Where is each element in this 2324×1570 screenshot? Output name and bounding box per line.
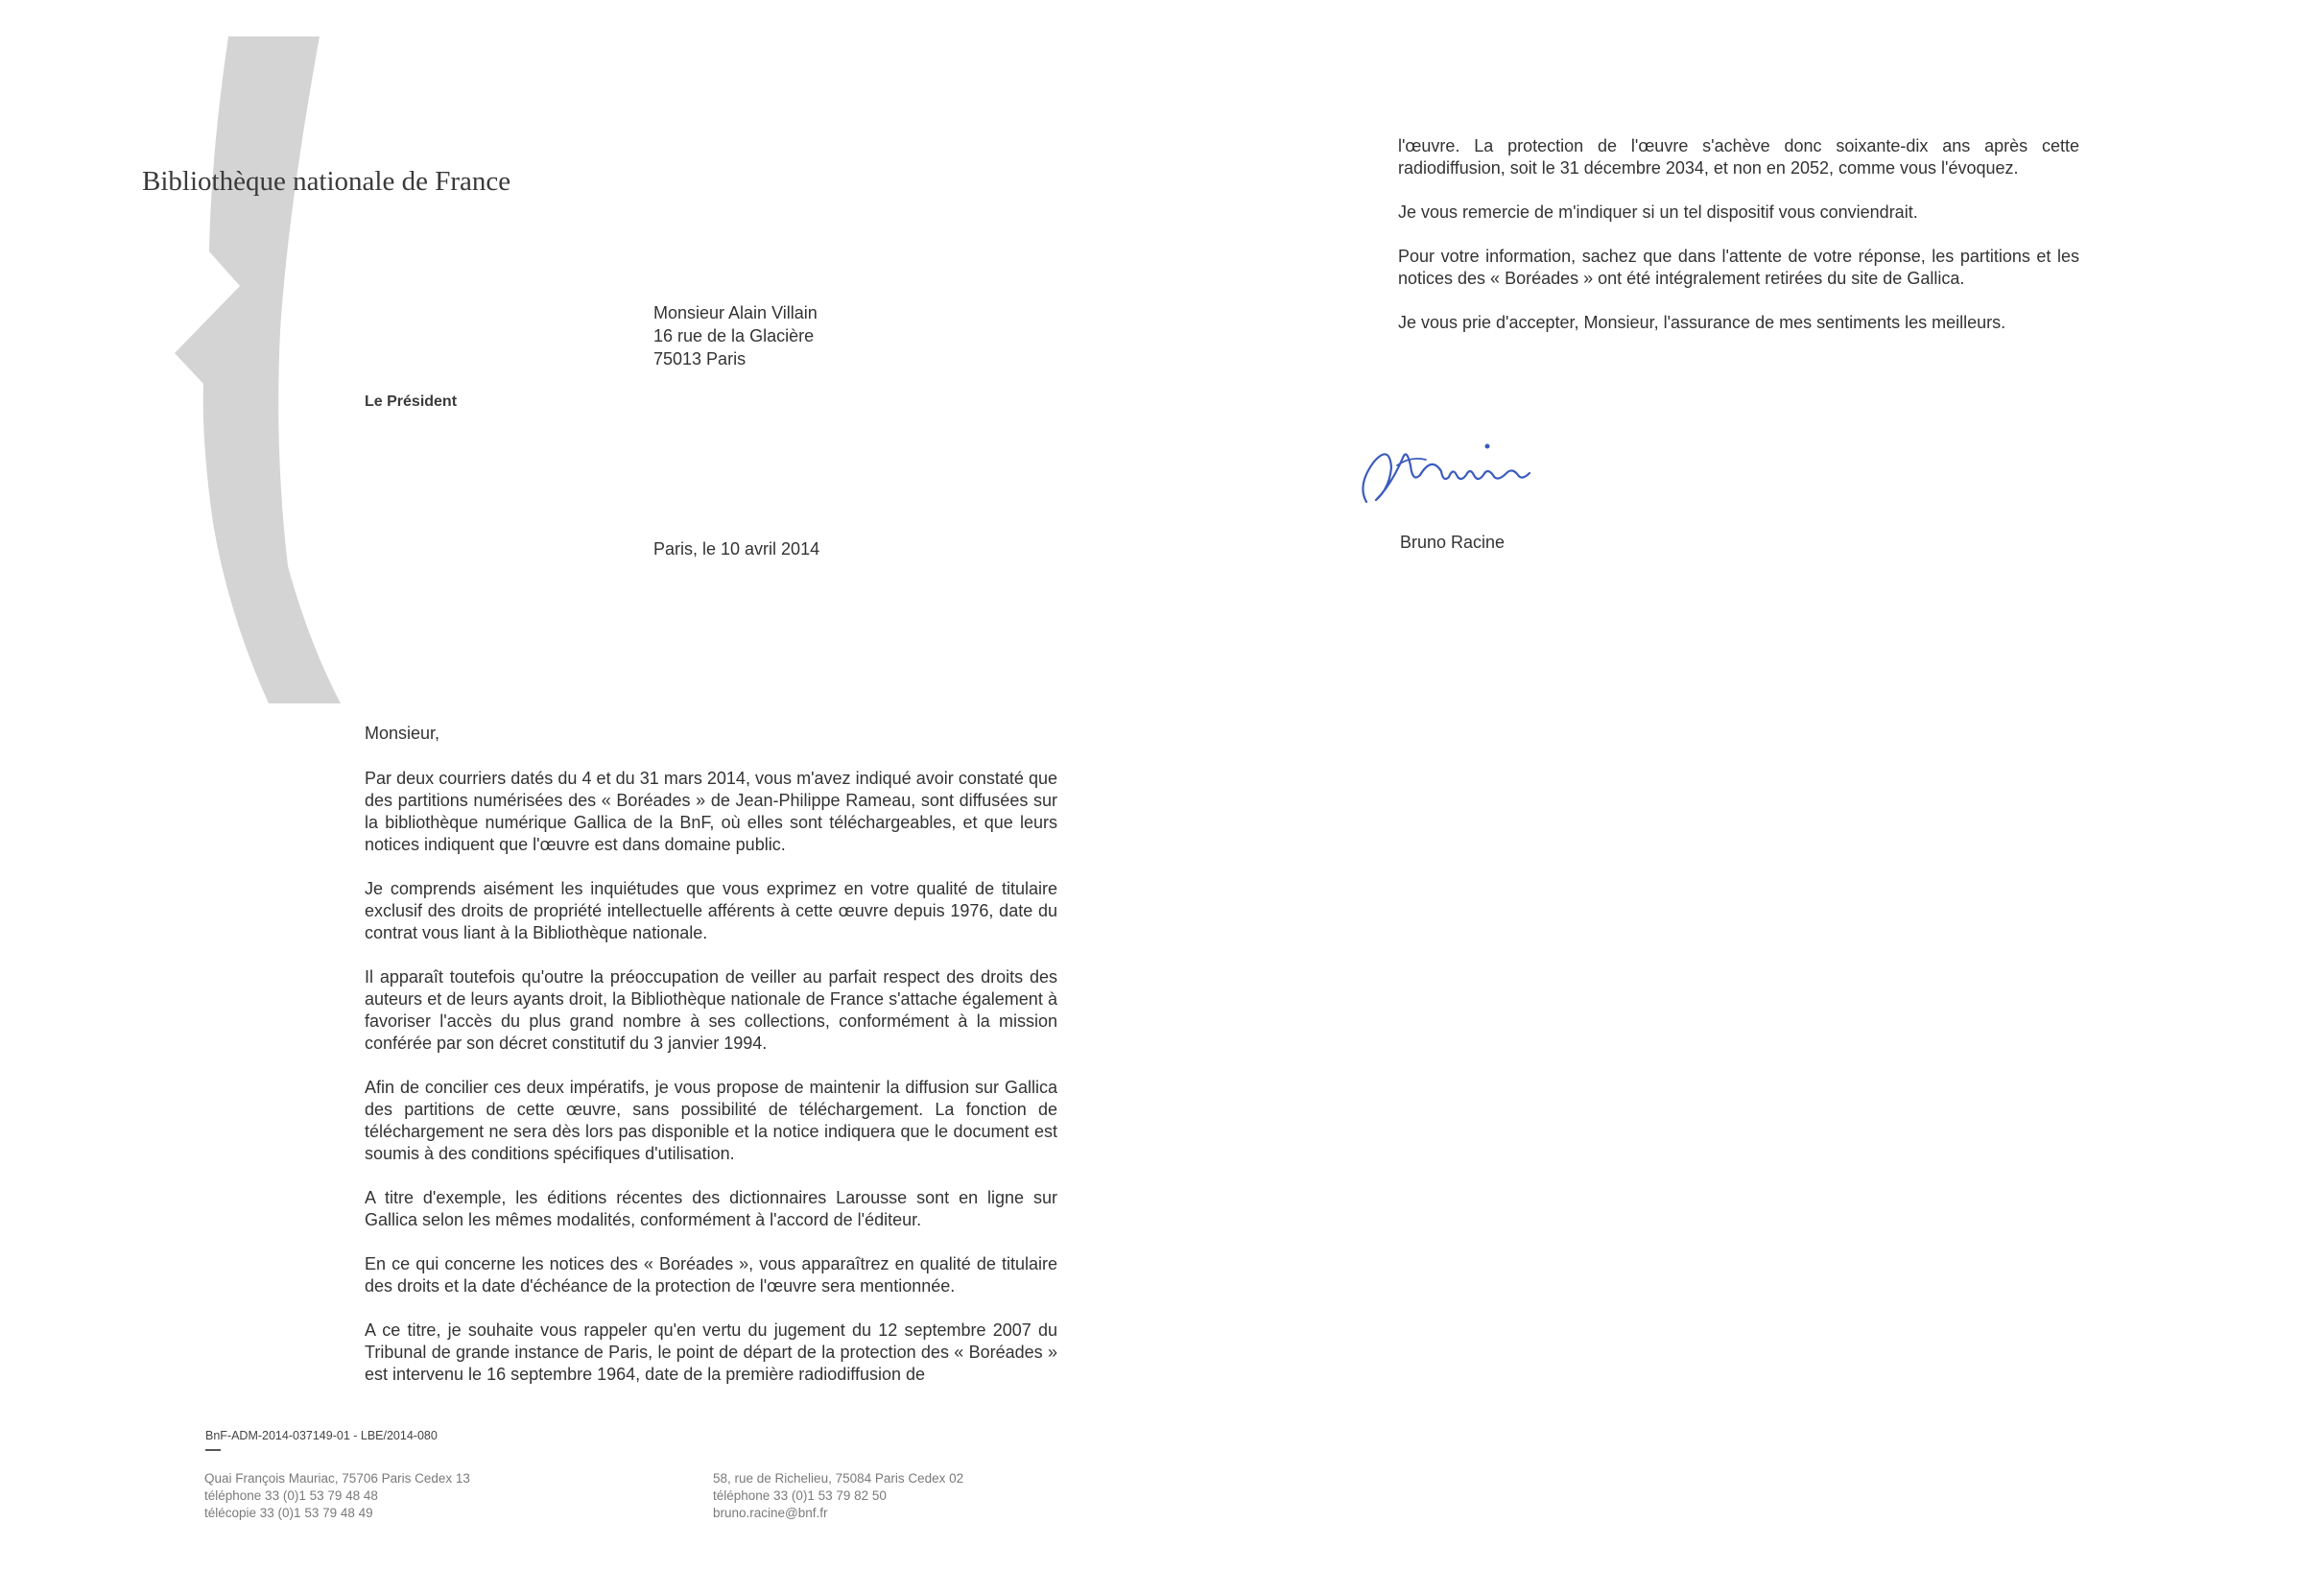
paragraph: Il apparaît toutefois qu'outre la préoccupation de veiller au parfait respect des droits des auteurs et de leurs ayants droit, la Bibliothèque nationale de France s'attache également à favoriser l'accès du plus grand nombre à ses collections, conformément à la mission conférée par son décret constitutif du 3 janvier 1994. bbox=[365, 967, 1057, 1053]
paragraph: Je comprends aisément les inquiétudes que vous exprimez en votre qualité de titulaire exclusif des droits de propriété intellectuelle afférents à cette œuvre depuis 1976, date du contrat vous liant à la Bibliothèque nationale. bbox=[365, 879, 1057, 942]
signer-name: Bruno Racine bbox=[1400, 533, 1506, 552]
footer-address-line: Quai François Mauriac, 75706 Paris Cedex 13 bbox=[204, 1471, 470, 1486]
letter-body-page-1 bbox=[365, 723, 1057, 1408]
document-reference: BnF-ADM-2014-037149-01 - LBE/2014-080 bbox=[205, 1429, 438, 1442]
paragraph: Par deux courriers datés du 4 et du 31 mars 2014, vous m'avez indiqué avoir constaté que des partitions numérisées des « Boréades » de Jean-Philippe Rameau, sont diffusées sur la bibliothèque numérique Gallica de la BnF, où elles sont téléchargeables, et que leurs notices indiquent que l'œuvre est dans domaine public. bbox=[365, 769, 1057, 854]
footer-address-right bbox=[713, 1470, 963, 1522]
recipient-address bbox=[653, 301, 818, 370]
footer-address-left bbox=[204, 1470, 470, 1522]
paragraph: Je vous prie d'accepter, Monsieur, l'assurance de mes sentiments les meilleurs. bbox=[1398, 313, 2006, 332]
reference-underline bbox=[205, 1449, 221, 1451]
letter-body-page-2 bbox=[1398, 135, 2079, 356]
bnf-logo-mark bbox=[0, 0, 403, 710]
footer-address-line: 58, rue de Richelieu, 75084 Paris Cedex 02 bbox=[713, 1471, 964, 1486]
paragraph: En ce qui concerne les notices des « Boréades », vous apparaîtrez en qualité de titulaire des droits et la date d'échéance de la protection de l'œuvre sera mentionnée. bbox=[365, 1254, 1057, 1296]
paragraph: Afin de concilier ces deux impératifs, je vous propose de maintenir la diffusion sur Gallica des partitions de cette œuvre, sans possibilité de téléchargement. La fonction de téléchargement ne sera dès lors pas disponible et la notice indiquera que le document est soumis à des conditions spécifiques d'utilisation. bbox=[365, 1078, 1057, 1163]
paragraph: l'œuvre. La protection de l'œuvre s'achève donc soixante-dix ans après cette radiodiffusion, soit le 31 décembre 2034, et non en 2052, comme vous l'évoquez. bbox=[1398, 136, 2079, 178]
institution-name: Bibliothèque nationale de France bbox=[142, 166, 511, 197]
paragraph: Je vous remercie de m'indiquer si un tel dispositif vous conviendrait. bbox=[1398, 202, 1918, 222]
footer-fax: télécopie 33 (0)1 53 79 48 49 bbox=[204, 1506, 373, 1520]
recipient-name: Monsieur Alain Villain bbox=[653, 303, 818, 322]
salutation: Monsieur, bbox=[365, 724, 440, 743]
date-line: Paris, le 10 avril 2014 bbox=[653, 539, 820, 559]
paragraph: Pour votre information, sachez que dans l'attente de votre réponse, les partitions et les notices des « Boréades » ont été intégralement retirées du site de Gallica. bbox=[1398, 247, 2079, 288]
handwritten-signature bbox=[1353, 427, 1545, 513]
footer-phone: téléphone 33 (0)1 53 79 82 50 bbox=[713, 1488, 887, 1503]
logo-bracket-shape bbox=[175, 36, 341, 703]
paragraph: A ce titre, je souhaite vous rappeler qu'en vertu du jugement du 12 septembre 2007 du Tribunal de grande instance de Paris, le point de départ de la protection des « Boréades » est intervenu le 16 septembre 1964, date de la première radiodiffusion de bbox=[365, 1320, 1057, 1384]
sender-title: Le Président bbox=[365, 393, 458, 410]
paragraph: A titre d'exemple, les éditions récentes des dictionnaires Larousse sont en ligne sur Gallica selon les mêmes modalités, conformément à l'accord de l'éditeur. bbox=[365, 1188, 1057, 1229]
footer-email: bruno.racine@bnf.fr bbox=[713, 1506, 828, 1520]
recipient-street: 16 rue de la Glacière bbox=[653, 326, 815, 345]
recipient-city: 75013 Paris bbox=[653, 349, 747, 369]
footer-phone: téléphone 33 (0)1 53 79 48 48 bbox=[204, 1488, 378, 1503]
